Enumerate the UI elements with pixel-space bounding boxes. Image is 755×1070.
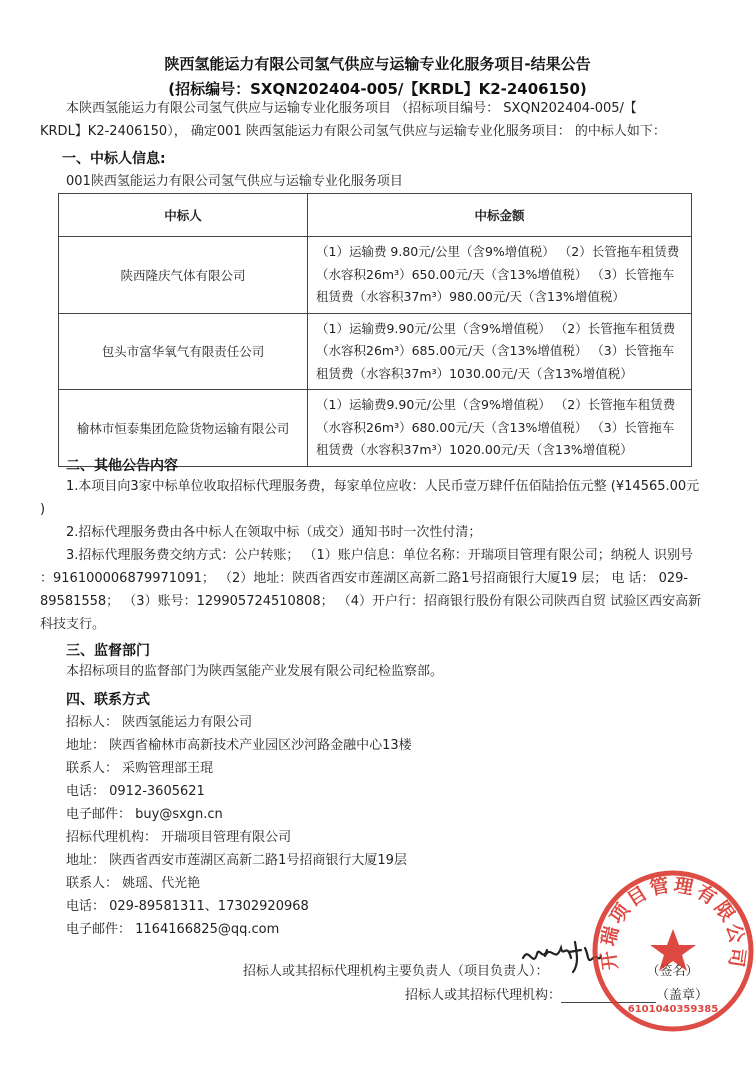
table-header-row — [59, 194, 692, 237]
intro-line-1: 本陕西氢能运力有限公司氢气供应与运输专业化服务项目 （招标项目编号： SXQN202404-005/【 — [66, 101, 637, 116]
seal-suffix: （盖章） — [656, 988, 709, 1003]
page-title: 陕西氢能运力有限公司氢气供应与运输专业化服务项目-结果公告 — [164, 55, 591, 73]
svg-text:6101040359385: 6101040359385 — [627, 1004, 719, 1015]
signature-suffix: （签名） — [646, 964, 699, 979]
other-item-3-line-4: 科技支行。 — [40, 617, 106, 632]
svg-text:开瑞项目管理有限公司: 开瑞项目管理有限公司 — [597, 874, 749, 972]
table-row — [59, 313, 692, 390]
bidder-name: 陕西隆庆气体有限公司 — [59, 237, 308, 314]
contact-agency-email: 电子邮件： 1164166825@qq.com — [66, 922, 280, 937]
other-item-1: 1.本项目向3家中标单位收取招标代理服务费，每家单位应收：人民币壹万肆仟伍佰陆拾伍元整 (¥14565.00元 — [66, 479, 700, 494]
table-header-amount: 中标金额 — [308, 194, 692, 237]
signature-label: 招标人或其招标代理机构主要负责人（项目负责人）： — [243, 964, 549, 979]
other-item-2: 2.招标代理服务费由各中标人在领取中标（成交）通知书时一次性付清； — [66, 525, 482, 540]
contact-agency-address: 地址： 陕西省西安市莲湖区高新二路1号招商银行大厦19层 — [66, 853, 407, 868]
contact-phone: 电话： 0912-3605621 — [66, 784, 205, 799]
supervision-text: 本招标项目的监督部门为陕西氢能产业发展有限公司纪检监察部。 — [66, 664, 444, 679]
section-heading-3: 三、监督部门 — [66, 643, 150, 659]
bid-amount: （1）运输费9.90元/公里（含9%增值税） （2）长管拖车租赁费（水容积26m³）680.00元/天（含13%增值税） （3）长管拖车租赁费（水容积37m³）1020.00元/天（含13%增值税） — [308, 390, 692, 467]
section-heading-1: 一、中标人信息: — [62, 151, 166, 167]
contact-agency: 招标代理机构： 开瑞项目管理有限公司 — [66, 830, 292, 845]
contact-agency-phone: 电话： 029-89581311、17302920968 — [66, 899, 309, 914]
intro-line-2: KRDL】K2-2406150）， 确定001 陕西氢能运力有限公司氢气供应与运输专业化服务项目： 的中标人如下： — [40, 124, 666, 139]
other-item-3: 3.招标代理服务费交纳方式：公户转账； （1）账户信息：单位名称：开瑞项目管理有限公司；纳税人 识别号 — [66, 548, 693, 563]
bidder-name: 榆林市恒泰集团危险货物运输有限公司 — [59, 390, 308, 467]
table-header-bidder: 中标人 — [59, 194, 308, 237]
bid-amount: （1）运输费 9.80元/公里（含9%增值税） （2）长管拖车租赁费（水容积26m³）650.00元/天（含13%增值税） （3）长管拖车租赁费（水容积37m³）980.00元/天（含13%增值税） — [308, 237, 692, 314]
other-item-1-cont: ) — [40, 502, 46, 517]
contact-email: 电子邮件： buy@sxgn.cn — [66, 807, 223, 822]
official-seal — [589, 867, 755, 1035]
bid-amount: （1）运输费9.90元/公里（含9%增值税） （2）长管拖车租赁费（水容积26m³）685.00元/天（含13%增值税） （3）长管拖车租赁费（水容积37m³）1030.00元/天（含13%增值税） — [308, 313, 692, 390]
table-row — [59, 237, 692, 314]
contact-agency-person: 联系人： 姚瑶、代光艳 — [66, 876, 201, 891]
section-heading-4: 四、联系方式 — [66, 692, 150, 708]
contact-person: 联系人： 采购管理部王琨 — [66, 761, 214, 776]
contact-tenderer: 招标人： 陕西氢能运力有限公司 — [66, 715, 253, 730]
other-item-3-line-3: 89581558； （3）账号：129905724510808； （4）开户行：招商银行股份有限公司陕西自贸 试验区西安高新 — [40, 594, 702, 609]
other-item-3-line-2: ：916100006879971091； （2）地址：陕西省西安市莲湖区高新二路1号招商银行大厦19 层； 电 话： 029- — [40, 571, 689, 586]
section-heading-2: 二、其他公告内容 — [66, 458, 178, 474]
seal-label: 招标人或其招标代理机构： — [405, 988, 562, 1003]
bidder-name: 包头市富华氧气有限责任公司 — [59, 313, 308, 390]
tender-number: (招标编号：SXQN202404-005/【KRDL】K2-2406150) — [168, 80, 587, 98]
winner-table — [58, 193, 692, 467]
project-name: 001陕西氢能运力有限公司氢气供应与运输专业化服务项目 — [66, 174, 403, 189]
contact-address: 地址： 陕西省榆林市高新技术产业园区沙河路金融中心13楼 — [66, 738, 412, 753]
